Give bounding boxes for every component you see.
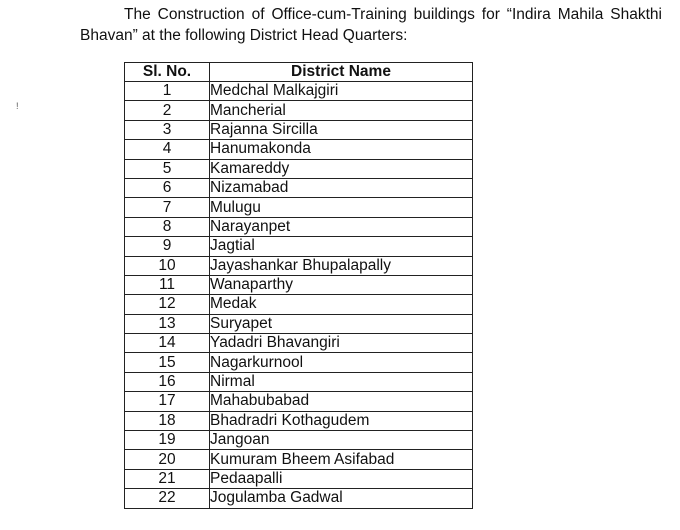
sl-no-cell: 6 bbox=[125, 178, 210, 197]
sl-no-cell: 21 bbox=[125, 469, 210, 488]
header-sl-no: Sl. No. bbox=[125, 63, 210, 82]
table-row bbox=[125, 159, 473, 178]
sl-no-cell: 3 bbox=[125, 120, 210, 139]
district-name-cell: Rajanna Sircilla bbox=[210, 120, 473, 139]
sl-no-cell: 13 bbox=[125, 314, 210, 333]
table-row bbox=[125, 198, 473, 217]
district-name-cell: Nagarkurnool bbox=[210, 353, 473, 372]
table-row bbox=[125, 217, 473, 236]
sl-no-cell: 14 bbox=[125, 334, 210, 353]
district-name-cell: Hanumakonda bbox=[210, 140, 473, 159]
sl-no-cell: 1 bbox=[125, 82, 210, 101]
district-name-cell: Jogulamba Gadwal bbox=[210, 489, 473, 508]
table-row bbox=[125, 392, 473, 411]
table-row bbox=[125, 82, 473, 101]
table-row bbox=[125, 275, 473, 294]
district-name-cell: Jayashankar Bhupalapally bbox=[210, 256, 473, 275]
table-row bbox=[125, 353, 473, 372]
table-row bbox=[125, 295, 473, 314]
district-name-cell: Yadadri Bhavangiri bbox=[210, 334, 473, 353]
district-name-cell: Suryapet bbox=[210, 314, 473, 333]
table-row bbox=[125, 489, 473, 508]
district-name-cell: Pedaapalli bbox=[210, 469, 473, 488]
sl-no-cell: 5 bbox=[125, 159, 210, 178]
table-row bbox=[125, 120, 473, 139]
sl-no-cell: 18 bbox=[125, 411, 210, 430]
sl-no-cell: 8 bbox=[125, 217, 210, 236]
district-name-cell: Narayanpet bbox=[210, 217, 473, 236]
sl-no-cell: 15 bbox=[125, 353, 210, 372]
header-district-name: District Name bbox=[210, 63, 473, 82]
sl-no-cell: 10 bbox=[125, 256, 210, 275]
district-name-cell: Mulugu bbox=[210, 198, 473, 217]
district-name-cell: Bhadradri Kothagudem bbox=[210, 411, 473, 430]
table-row bbox=[125, 101, 473, 120]
sl-no-cell: 4 bbox=[125, 140, 210, 159]
district-name-cell: Nizamabad bbox=[210, 178, 473, 197]
sl-no-cell: 17 bbox=[125, 392, 210, 411]
table-row bbox=[125, 178, 473, 197]
table-row bbox=[125, 140, 473, 159]
intro-paragraph bbox=[80, 4, 662, 46]
sl-no-cell: 12 bbox=[125, 295, 210, 314]
district-name-cell: Medchal Malkajgiri bbox=[210, 82, 473, 101]
sl-no-cell: 20 bbox=[125, 450, 210, 469]
table-row bbox=[125, 469, 473, 488]
sl-no-cell: 9 bbox=[125, 237, 210, 256]
district-name-cell: Jagtial bbox=[210, 237, 473, 256]
table-row bbox=[125, 450, 473, 469]
table-row bbox=[125, 256, 473, 275]
table-header-row bbox=[125, 63, 473, 82]
sl-no-cell: 2 bbox=[125, 101, 210, 120]
table-row bbox=[125, 237, 473, 256]
district-name-cell: Kamareddy bbox=[210, 159, 473, 178]
intro-text: The Construction of Office-cum-Training buildings for “Indira Mahila Shakthi Bhavan” at the following District Head Quarters: bbox=[80, 6, 662, 44]
sl-no-cell: 11 bbox=[125, 275, 210, 294]
table-row bbox=[125, 334, 473, 353]
margin-mark: ! bbox=[16, 101, 19, 111]
district-name-cell: Mahabubabad bbox=[210, 392, 473, 411]
district-name-cell: Kumuram Bheem Asifabad bbox=[210, 450, 473, 469]
districts-table bbox=[124, 62, 473, 509]
sl-no-cell: 22 bbox=[125, 489, 210, 508]
table-row bbox=[125, 372, 473, 391]
sl-no-cell: 16 bbox=[125, 372, 210, 391]
district-name-cell: Wanaparthy bbox=[210, 275, 473, 294]
sl-no-cell: 7 bbox=[125, 198, 210, 217]
district-name-cell: Mancherial bbox=[210, 101, 473, 120]
table-body bbox=[125, 82, 473, 509]
table-row bbox=[125, 314, 473, 333]
district-name-cell: Medak bbox=[210, 295, 473, 314]
sl-no-cell: 19 bbox=[125, 431, 210, 450]
district-name-cell: Jangoan bbox=[210, 431, 473, 450]
table-row bbox=[125, 431, 473, 450]
table-row bbox=[125, 411, 473, 430]
district-name-cell: Nirmal bbox=[210, 372, 473, 391]
